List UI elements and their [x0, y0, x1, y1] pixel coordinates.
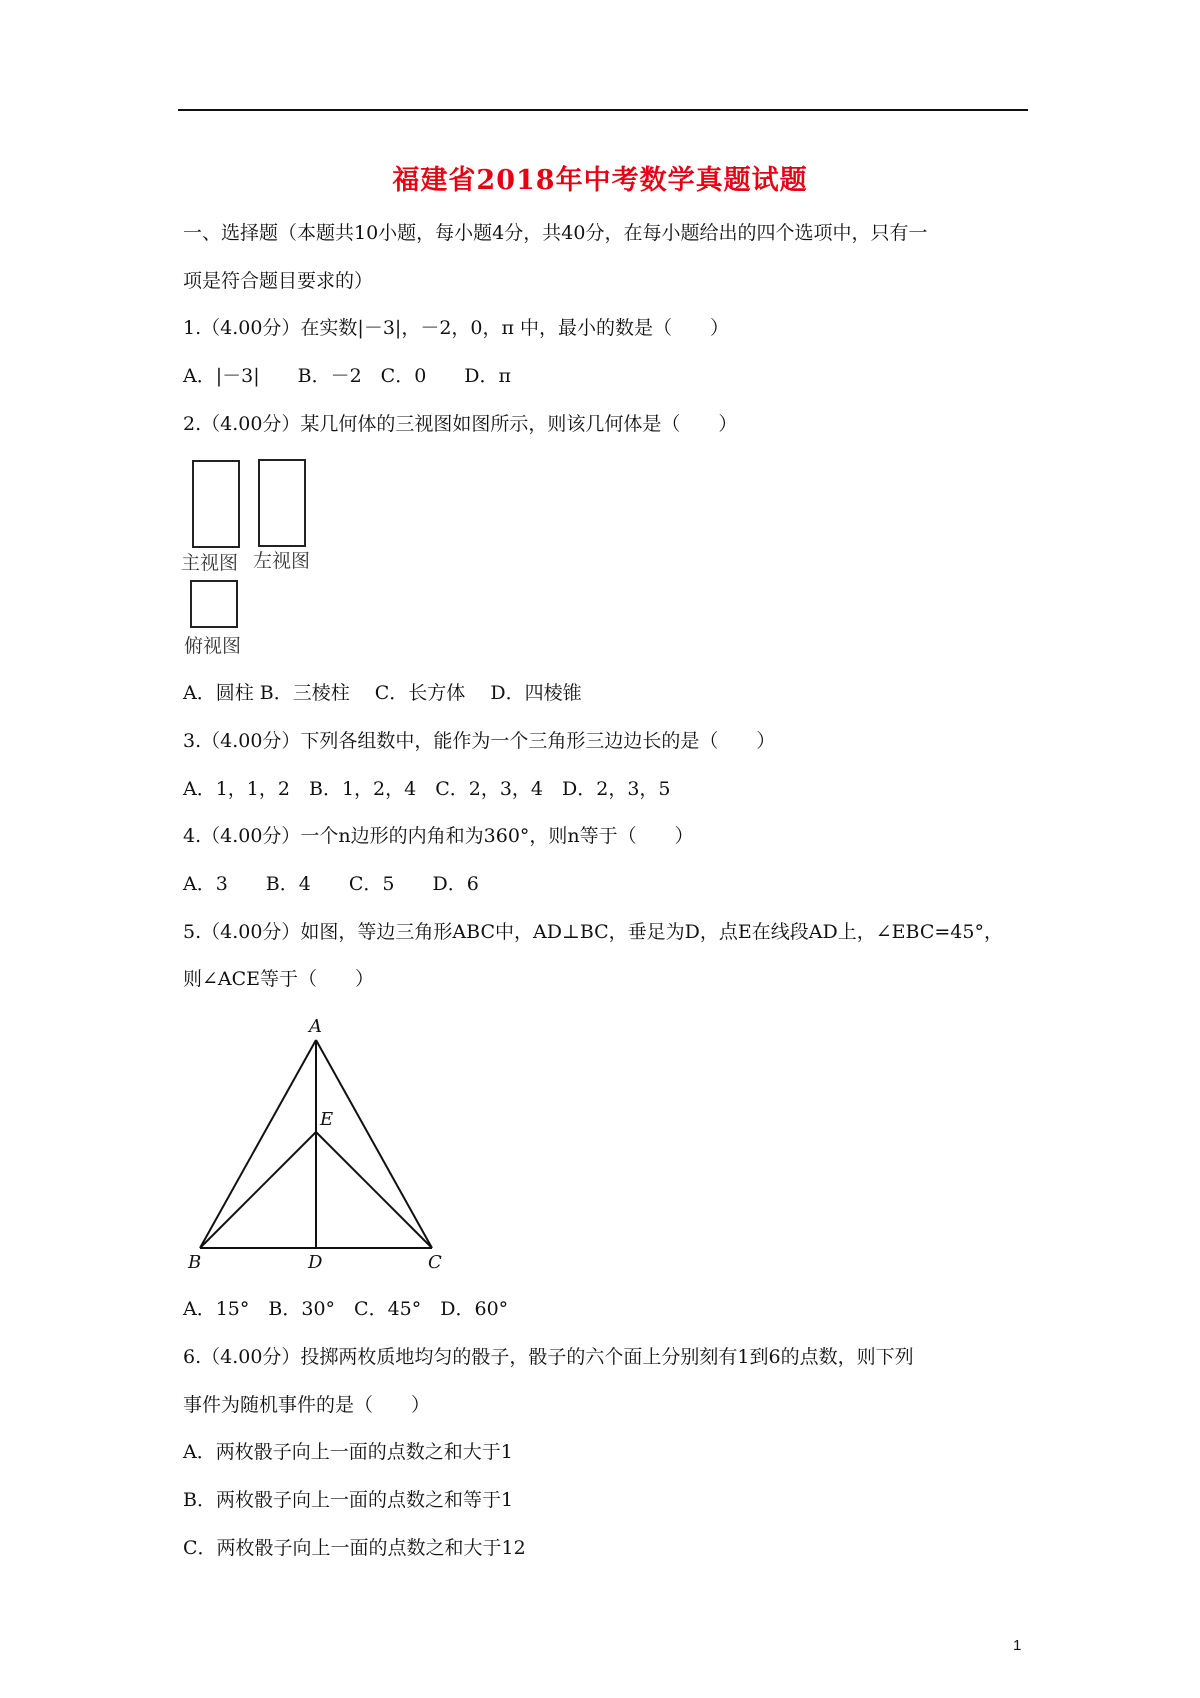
q6-option-a: A．两枚骰子向上一面的点数之和大于1: [183, 1441, 513, 1463]
q6-option-b: B．两枚骰子向上一面的点数之和等于1: [183, 1489, 514, 1511]
top-view-square: [190, 580, 238, 628]
left-view-rectangle: [258, 459, 306, 547]
q3-stem: 3.（4.00分）下列各组数中，能作为一个三角形三边边长的是（ ）: [183, 730, 776, 752]
q5-stem-line2: 则∠ACE等于（ ）: [183, 968, 375, 990]
vertex-label-e: E: [320, 1109, 334, 1130]
side-ab: [200, 1040, 316, 1248]
vertex-label-c: C: [428, 1252, 442, 1270]
q6-stem-line1: 6.（4.00分）投掷两枚质地均匀的骰子，骰子的六个面上分别刻有1到6的点数，则下列: [183, 1346, 914, 1368]
section-heading-line2: 项是符合题目要求的）: [183, 270, 374, 292]
top-view-label: 俯视图: [184, 635, 242, 657]
page-title: 福建省2018年中考数学真题试题: [392, 165, 808, 196]
segment-ce: [316, 1132, 432, 1248]
q6-stem-line2: 事件为随机事件的是（ ）: [183, 1394, 431, 1416]
left-view-label: 左视图: [253, 550, 311, 572]
q2-options: A．圆柱 B．三棱柱 C．长方体 D．四棱锥: [183, 682, 582, 704]
q1-stem: 1.（4.00分）在实数|－3|，－2，0，π 中，最小的数是（ ）: [183, 317, 730, 339]
q2-stem: 2.（4.00分）某几何体的三视图如图所示，则该几何体是（ ）: [183, 413, 738, 435]
page-number: 1: [1013, 1637, 1022, 1654]
front-view-rectangle: [192, 460, 240, 548]
q5-triangle-figure: [180, 1010, 460, 1270]
header-rule: [178, 109, 1028, 111]
q1-options: A．|－3| B．－2 C．0 D．π: [183, 365, 512, 387]
q5-options: A．15° B．30° C．45° D．60°: [183, 1298, 509, 1320]
vertex-label-a: A: [309, 1016, 322, 1037]
q4-options: A．3 B．4 C．5 D．6: [183, 873, 479, 895]
segment-be: [200, 1132, 316, 1248]
vertex-label-b: B: [188, 1252, 202, 1270]
side-ac: [316, 1040, 432, 1248]
vertex-label-d: D: [308, 1252, 323, 1270]
q6-option-c: C．两枚骰子向上一面的点数之和大于12: [183, 1537, 526, 1559]
front-view-label: 主视图: [181, 552, 239, 574]
q5-stem-line1: 5.（4.00分）如图，等边三角形ABC中，AD⊥BC，垂足为D，点E在线段AD上，∠EBC=45°，: [183, 921, 1003, 943]
section-heading-line1: 一、选择题（本题共10小题，每小题4分，共40分，在每小题给出的四个选项中，只有一: [183, 222, 928, 244]
q4-stem: 4.（4.00分）一个n边形的内角和为360°，则n等于（ ）: [183, 825, 694, 847]
q3-options: A．1，1，2 B．1，2，4 C．2，3，4 D．2，3，5: [183, 778, 671, 800]
